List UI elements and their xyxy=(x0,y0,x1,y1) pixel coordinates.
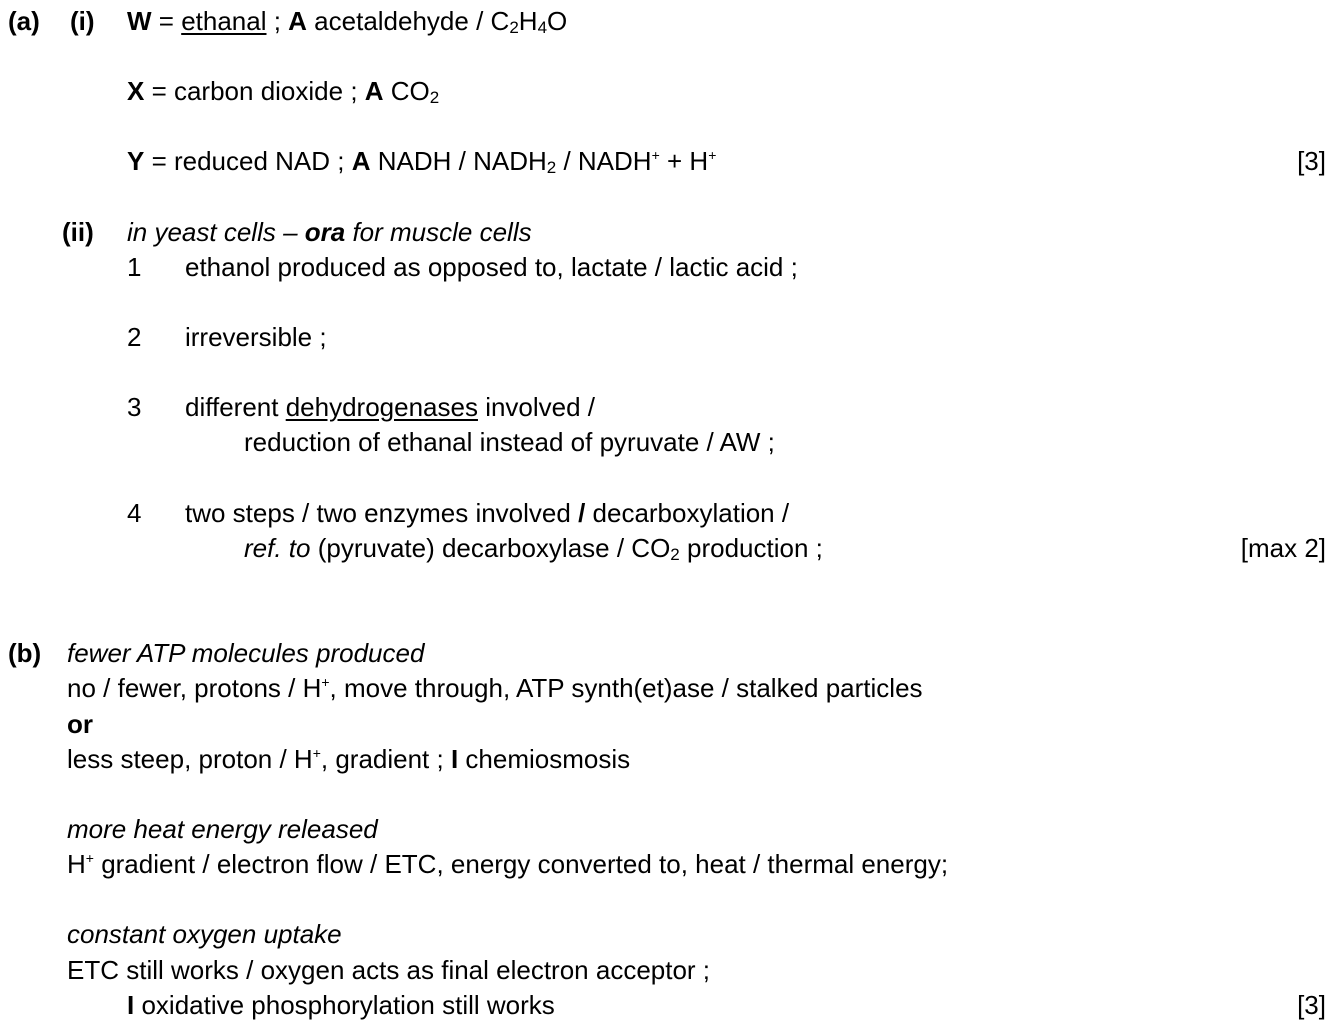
a-ii-intro-1: in yeast cells – xyxy=(127,217,305,247)
b-or: or xyxy=(67,709,93,739)
y-accept3: + H xyxy=(659,146,709,176)
part-b-label: (b) xyxy=(8,638,42,668)
b-line-1-b: , move through, ATP synth(et)ase / stalked particles xyxy=(329,673,923,703)
point-3-text xyxy=(185,392,595,422)
w-eq: = xyxy=(151,6,182,36)
point-3-continuation: reduction of ethanal instead of pyruvate / AW ; xyxy=(244,427,775,457)
part-a-label: (a) xyxy=(8,6,40,36)
y-accept1: NADH / NADH xyxy=(370,146,547,176)
x-rest: = carbon dioxide ; xyxy=(144,76,365,106)
x-accept-key: A xyxy=(364,76,384,106)
answer-w xyxy=(127,6,567,36)
b-heading-1: fewer ATP molecules produced xyxy=(67,638,425,668)
b-heading-2: more heat energy released xyxy=(67,814,378,844)
y-key: Y xyxy=(127,146,145,176)
y-accept-key: A xyxy=(351,146,371,176)
b-line-3-sup: + xyxy=(85,850,94,866)
w-accept-key: A xyxy=(288,6,307,36)
b-line-3 xyxy=(67,849,948,879)
point-3-text-a: different xyxy=(185,392,286,422)
w-sub1: 2 xyxy=(509,18,519,37)
b-line-3-b: gradient / electron flow / ETC, energy converted to, heat / thermal energy; xyxy=(93,849,949,879)
y-accept2: / NADH xyxy=(556,146,652,176)
point-4-continuation xyxy=(244,533,823,563)
point-2-text: irreversible ; xyxy=(185,322,327,352)
w-sub2: 4 xyxy=(537,18,548,37)
part-a-i-label: (i) xyxy=(70,6,95,36)
w-end: O xyxy=(547,6,568,36)
y-sup2: + xyxy=(708,147,717,163)
b-line-2-a: less steep, proton / H xyxy=(67,744,313,774)
point-4-cont-a: (pyruvate) decarboxylase / CO xyxy=(310,533,671,563)
y-sub: 2 xyxy=(546,158,557,177)
b-line-4: ETC still works / oxygen acts as final electron acceptor ; xyxy=(67,955,711,985)
marks-a-i: [3] xyxy=(1297,146,1326,176)
marks-a-ii: [max 2] xyxy=(1240,533,1326,563)
a-ii-intro xyxy=(127,217,532,247)
a-ii-intro-2: for muscle cells xyxy=(345,217,532,247)
point-4-text-b: decarboxylation / xyxy=(585,498,790,528)
b-line-5-ignore: I xyxy=(127,990,135,1020)
x-sub: 2 xyxy=(429,88,440,107)
point-3-text-b: involved / xyxy=(477,392,596,422)
b-line-3-a: H xyxy=(67,849,86,879)
point-1-text: ethanol produced as opposed to, lactate / lactic acid ; xyxy=(185,252,798,282)
point-4-cont-italic: ref. to xyxy=(244,533,311,563)
b-line-1 xyxy=(67,673,923,703)
b-line-2-sup: + xyxy=(312,745,321,761)
w-answer: ethanal xyxy=(181,6,267,36)
point-1-number: 1 xyxy=(127,252,142,282)
x-key: X xyxy=(127,76,145,106)
w-sep: ; xyxy=(266,6,289,36)
point-4-number: 4 xyxy=(127,498,142,528)
b-line-2 xyxy=(67,744,630,774)
marks-b: [3] xyxy=(1297,990,1326,1020)
b-line-2-ignore: I xyxy=(450,744,459,774)
point-4-cont-sub: 2 xyxy=(670,545,680,564)
b-line-1-sup: + xyxy=(321,674,330,690)
point-4-text-a: two steps / two enzymes involved xyxy=(185,498,579,528)
point-4-cont-b: production ; xyxy=(679,533,823,563)
point-2-number: 2 xyxy=(127,322,142,352)
x-accept: CO xyxy=(383,76,430,106)
point-4-text xyxy=(185,498,789,528)
b-line-2-b: , gradient ; xyxy=(320,744,451,774)
point-3-number: 3 xyxy=(127,392,142,422)
b-line-1-a: no / fewer, protons / H xyxy=(67,673,322,703)
w-accept: acetaldehyde / C xyxy=(306,6,510,36)
b-line-5 xyxy=(127,990,555,1020)
b-line-5-text: oxidative phosphorylation still works xyxy=(134,990,555,1020)
answer-x xyxy=(127,76,439,106)
b-line-2-c: chemiosmosis xyxy=(458,744,631,774)
w-key: W xyxy=(127,6,152,36)
y-sup1: + xyxy=(651,147,660,163)
b-heading-3: constant oxygen uptake xyxy=(67,919,342,949)
y-rest: = reduced NAD ; xyxy=(144,146,352,176)
w-mid: H xyxy=(518,6,538,36)
answer-y xyxy=(127,146,716,176)
point-4-slash: / xyxy=(578,498,586,528)
part-a-ii-label: (ii) xyxy=(62,217,94,247)
a-ii-intro-ora: ora xyxy=(304,217,346,247)
point-3-underlined: dehydrogenases xyxy=(285,392,478,422)
